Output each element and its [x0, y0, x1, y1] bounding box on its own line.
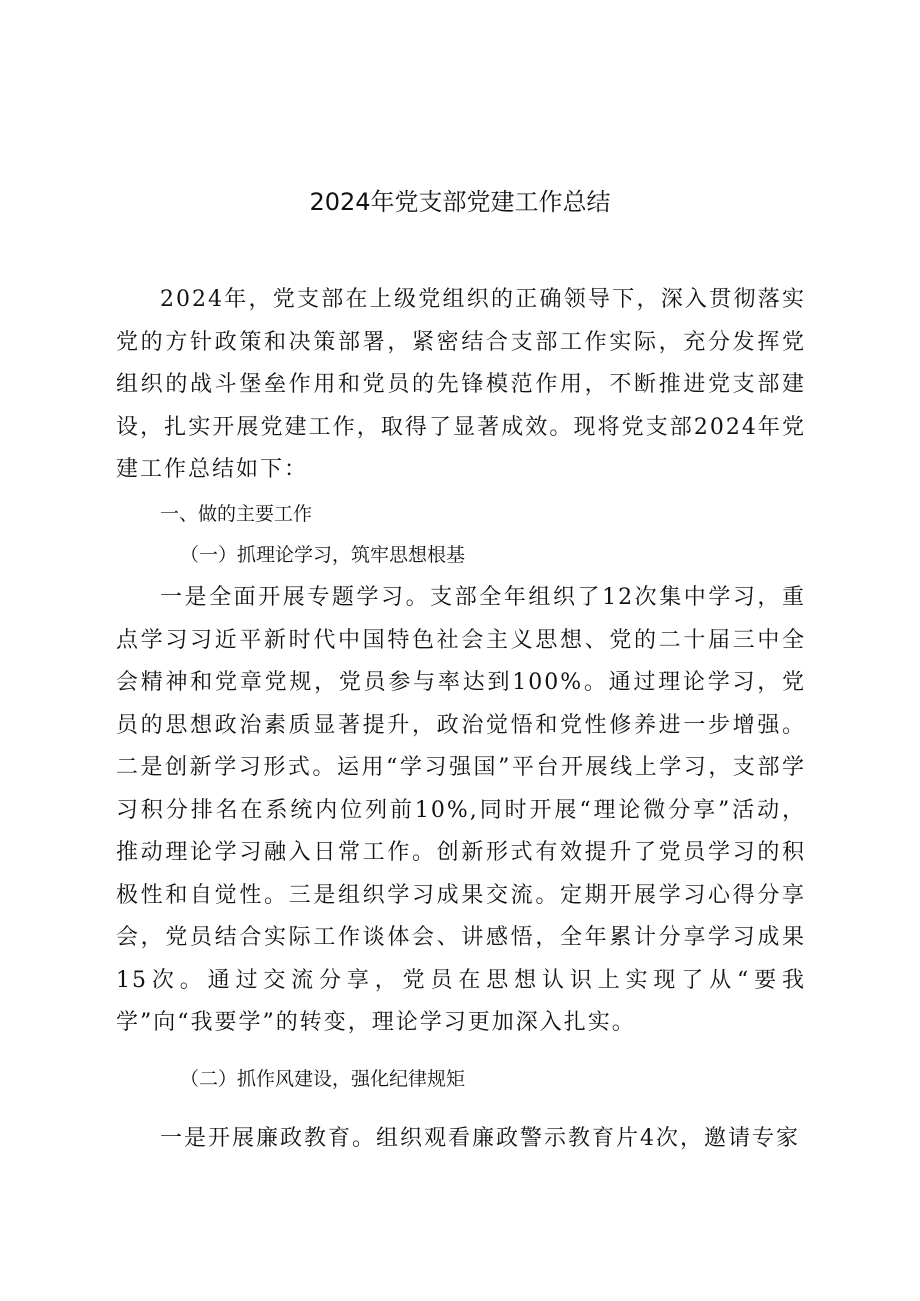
theory-study-paragraph: 一是全面开展专题学习。支部全年组织了12次集中学习，重点学习习近平新时代中国特色社会主义思想、党的二十届三中全会精神和党章党规，党员参与率达到100%。通过理论学习，党员的思想政治素质显著提升，政治觉悟和党性修养进一步增强。二是创新学习形式。运用“学习强国”平台开展线上学习，支部学习积分排名在系统内位列前10%,同时开展“理论微分享”活动，推动理论学习融入日常工作。创新形式有效提升了党员学习的积极性和自觉性。三是组织学习成果交流。定期开展学习心得分享会，党员结合实际工作谈体会、讲感悟，全年累计分享学习成果15次。通过交流分享，党员在思想认识上实现了从“要我学”向“我要学”的转变，理论学习更加深入扎实。 — [116, 585, 806, 1035]
subsection-heading-theory-study: （一）抓理论学习，筑牢思想根基 — [180, 544, 466, 566]
subsection-heading-work-style: （二）抓作风建设，强化纪律规矩 — [180, 1068, 466, 1090]
intro-paragraph: 2024年，党支部在上级党组织的正确领导下，深入贯彻落实党的方针政策和决策部署，紧密结合支部工作实际，充分发挥党组织的战斗堡垒作用和党员的先锋模范作用，不断推进党支部建设，扎实开展党建工作，取得了显著成效。现将党支部2024年党建工作总结如下： — [116, 287, 806, 482]
document-title: 2024年党支部党建工作总结 — [309, 188, 611, 216]
section-heading-main-work: 一、做的主要工作 — [160, 503, 313, 525]
work-style-paragraph: 一是开展廉政教育。组织观看廉政警示教育片4次，邀请专家 — [160, 1126, 800, 1151]
